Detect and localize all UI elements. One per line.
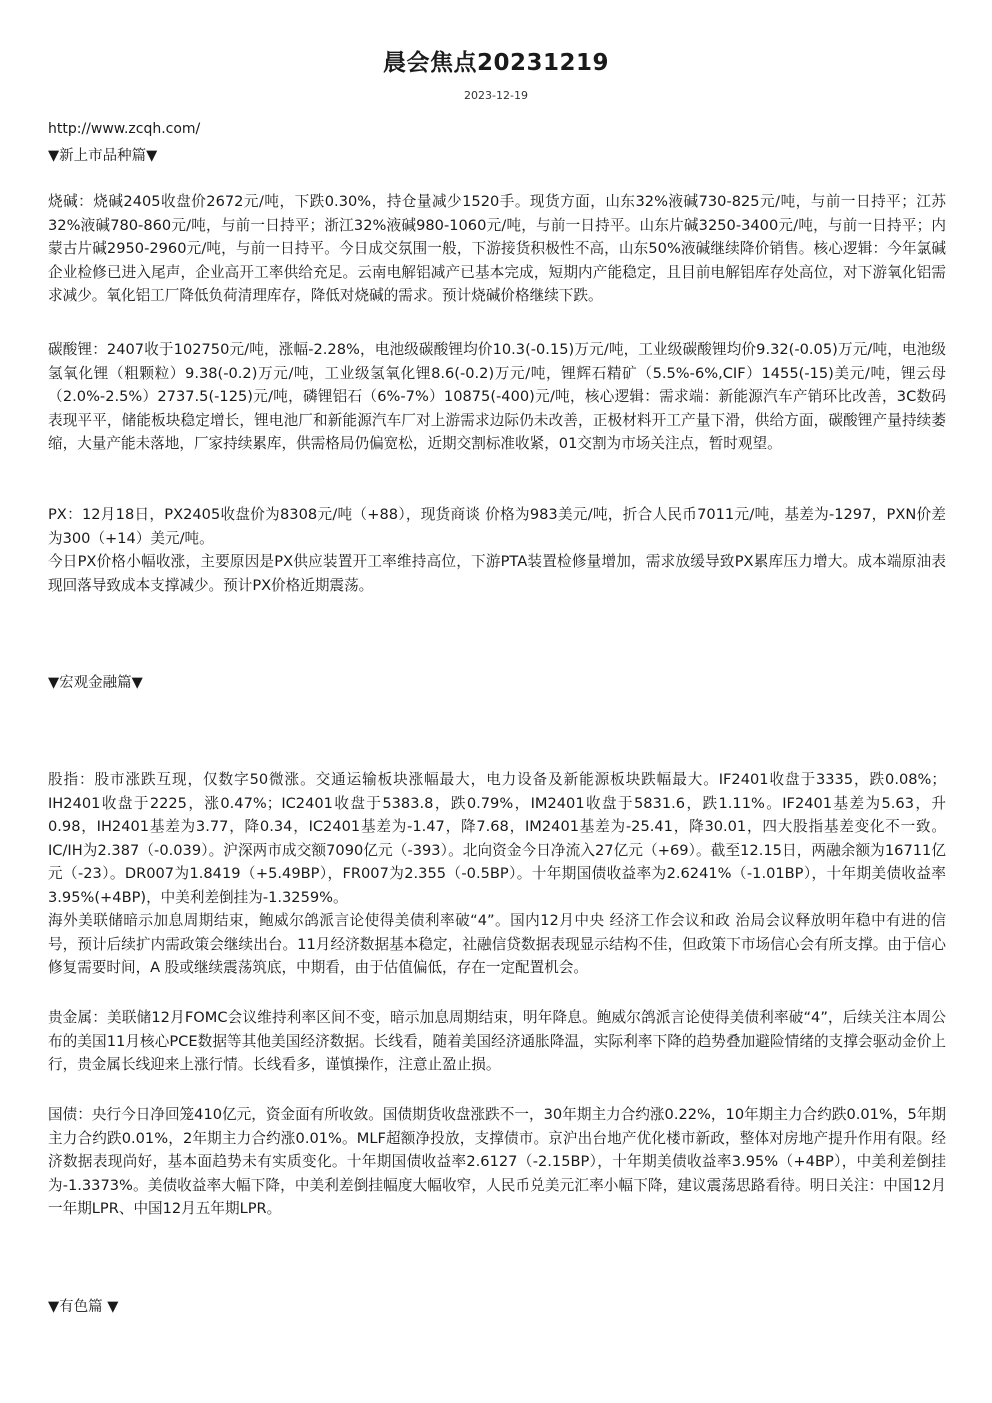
paragraph-treasury (48, 1103, 946, 1221)
paragraph-text: 国债：央行今日净回笼410亿元，资金面有所收敛。国债期货收盘涨跌不一，30年期主力合约涨0.22%，10年期主力合约跌0.01%，5年期主力合约跌0.01%，2年期主力合约涨0.01%。MLF超额净投放，支撑债市。京沪出台地产优化楼市新政，整体对房地产提升作用有限。经济数据表现尚好，基本面趋势未有实质变化。十年期国债收益率2.6127（-2.15BP），十年期美债收益率3.95%（+4BP），中美利差倒挂为-1.3373%。美债收益率大幅下降，中美利差倒挂幅度大幅收窄，人民币兑美元汇率小幅下降，建议震荡思路看待。明日关注：中国12月一年期LPR、中国12月五年期LPR。 (48, 1106, 946, 1217)
website-link[interactable]: http://www.zcqh.com/ (48, 121, 201, 137)
publish-date: 2023-12-19 (464, 89, 528, 102)
paragraph-caustic-soda (48, 190, 946, 308)
section-heading-nonferrous: ▼有色篇 ▼ (48, 1299, 119, 1315)
paragraph-stock-index (48, 768, 946, 980)
paragraph-text: 贵金属：美联储12月FOMC会议维持利率区间不变，暗示加息周期结束，明年降息。鲍威尔鸽派言论使得美债利率破“4”，后续关注本周公布的美国11月核心PCE数据等其他美国经济数据。长线看，随着美国经济通胀降温，实际利率下降的趋势叠加避险情绪的支撑会驱动金价上行，贵金属长线迎来上涨行情。长线看多，谨慎操作，注意止盈止损。 (48, 1009, 946, 1073)
paragraph-lithium-carbonate (48, 338, 946, 456)
paragraph-text: 今日PX价格小幅收涨，主要原因是PX供应装置开工率维持高位，下游PTA装置检修量增加，需求放缓导致PX累库压力增大。成本端原油表现回落导致成本支撑减少。预计PX价格近期震荡。 (48, 553, 946, 594)
paragraph-precious-metals (48, 1006, 946, 1077)
paragraph-text: 碳酸锂：2407收于102750元/吨，涨幅-2.28%，电池级碳酸锂均价10.3(-0.15)万元/吨，工业级碳酸锂均价9.32(-0.05)万元/吨，电池级氢氧化锂（粗颗粒）9.38(-0.2)万元/吨，工业级氢氧化锂8.6(-0.2)万元/吨，锂辉石精矿（5.5%-6%,CIF）1455(-15)美元/吨，锂云母（2.0%-2.5%）2737.5(-125)元/吨，磷锂铝石（6%-7%）10875(-400)元/吨，核心逻辑：需求端：新能源汽车产销环比改善，3C数码表现平平，储能板块稳定增长，锂电池厂和新能源汽车厂对上游需求边际仍未改善，正极材料开工产量下滑，供给方面，碳酸锂产量持续萎缩，大量产能未落地，厂家持续累库，供需格局仍偏宽松，近期交割标准收紧，01交割为市场关注点，暂时观望。 (48, 341, 946, 452)
paragraph-text: 股指：股市涨跌互现，仅数字50微涨。交通运输板块涨幅最大，电力设备及新能源板块跌幅最大。IF2401收盘于3335，跌0.08%；IH2401收盘于2225，涨0.47%；IC2401收盘于5383.8，跌0.79%，IM2401收盘于5831.6，跌1.11%。IF2401基差为5.63，升0.98，IH2401基差为3.77，降0.34，IC2401基差为-1.47，降7.68，IM2401基差为-25.41，降30.01，四大股指基差变化不一致。IC/IH为2.387（-0.039）。沪深两市成交额7090亿元（-393）。北向资金今日净流入27亿元（+69）。截至12.15日，两融余额为16711亿元（-23）。DR007为1.8419（+5.49BP），FR007为2.355（-0.5BP）。十年期国债收益率为2.6241%（-1.01BP），十年期美债收益率3.95%(+4BP)，中美利差倒挂为-1.3259%。 (48, 771, 946, 906)
section-heading-macro-finance: ▼宏观金融篇▼ (48, 675, 143, 691)
page-title: 晨会焦点20231219 (382, 50, 610, 76)
paragraph-text: PX：12月18日，PX2405收盘价为8308元/吨（+88），现货商谈 价格为983美元/吨，折合人民币7011元/吨，基差为-1297，PXN价差为300（+14）美元/吨。 (48, 506, 946, 547)
paragraph-px (48, 503, 946, 597)
paragraph-text: 海外美联储暗示加息周期结束，鲍威尔鸽派言论使得美债利率破“4”。国内12月中央 经济工作会议和政 治局会议释放明年稳中有进的信号，预计后续扩内需政策会继续出台。11月经济数据基本稳定，社融信贷数据表现显示结构不佳，但政策下市场信心会有所支撑。由于信心修复需要时间，A 股或继续震荡筑底，中期看，由于估值偏低，存在一定配置机会。 (48, 912, 946, 976)
paragraph-text: 烧碱：烧碱2405收盘价2672元/吨，下跌0.30%，持仓量减少1520手。现货方面，山东32%液碱730-825元/吨，与前一日持平；江苏32%液碱780-860元/吨，与前一日持平；浙江32%液碱980-1060元/吨，与前一日持平。山东片碱3250-3400元/吨，与前一日持平；内蒙古片碱2950-2960元/吨，与前一日持平。今日成交氛围一般，下游接货积极性不高，山东50%液碱继续降价销售。核心逻辑：今年氯碱企业检修已进入尾声，企业高开工率供给充足。云南电解铝减产已基本完成，短期内产能稳定，且目前电解铝库存处高位，对下游氧化铝需求减少。氧化铝工厂降低负荷清理库存，降低对烧碱的需求。预计烧碱价格继续下跌。 (48, 193, 946, 304)
section-heading-new-products: ▼新上市品种篇▼ (48, 148, 158, 164)
